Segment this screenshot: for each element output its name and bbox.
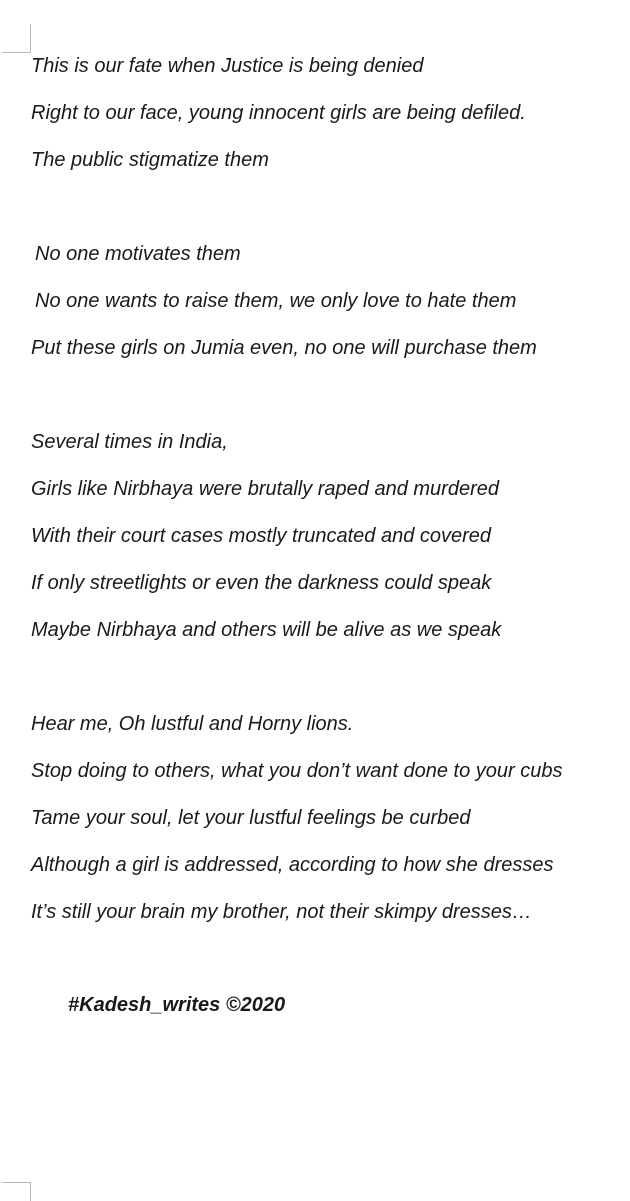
poem-line: Although a girl is addressed, according to how she dresses [31,854,554,876]
poem-body [31,55,621,948]
poem-line: Maybe Nirbhaya and others will be alive as we speak [31,619,502,641]
poem-line: If only streetlights or even the darkness could speak [31,572,492,594]
poem-line: Several times in India, [31,431,228,453]
stanza-break [31,196,621,243]
poem-line: Put these girls on Jumia even, no one will purchase them [31,337,537,359]
stanza-break [31,666,621,713]
poem-line: Girls like Nirbhaya were brutally raped and murdered [31,478,499,500]
poem-line: Hear me, Oh lustful and Horny lions. [31,713,354,735]
poem-line: No one motivates them [35,243,241,265]
page-corner-mark-top [2,24,31,53]
poem-line: Right to our face, young innocent girls are being defiled. [31,102,526,124]
author-signature: #Kadesh_writes ©2020 [68,994,286,1016]
stanza-break [31,384,621,431]
poem-line: Tame your soul, let your lustful feelings be curbed [31,807,471,829]
poem-line: This is our fate when Justice is being denied [31,55,424,77]
poem-line: With their court cases mostly truncated and covered [31,525,492,547]
page-corner-mark-bottom [2,1182,31,1201]
poem-line: Stop doing to others, what you don’t want done to your cubs [31,760,563,782]
poem-line: The public stigmatize them [31,149,269,171]
poem-line: No one wants to raise them, we only love to hate them [35,290,517,312]
poem-line: It’s still your brain my brother, not their skimpy dresses… [31,901,532,923]
